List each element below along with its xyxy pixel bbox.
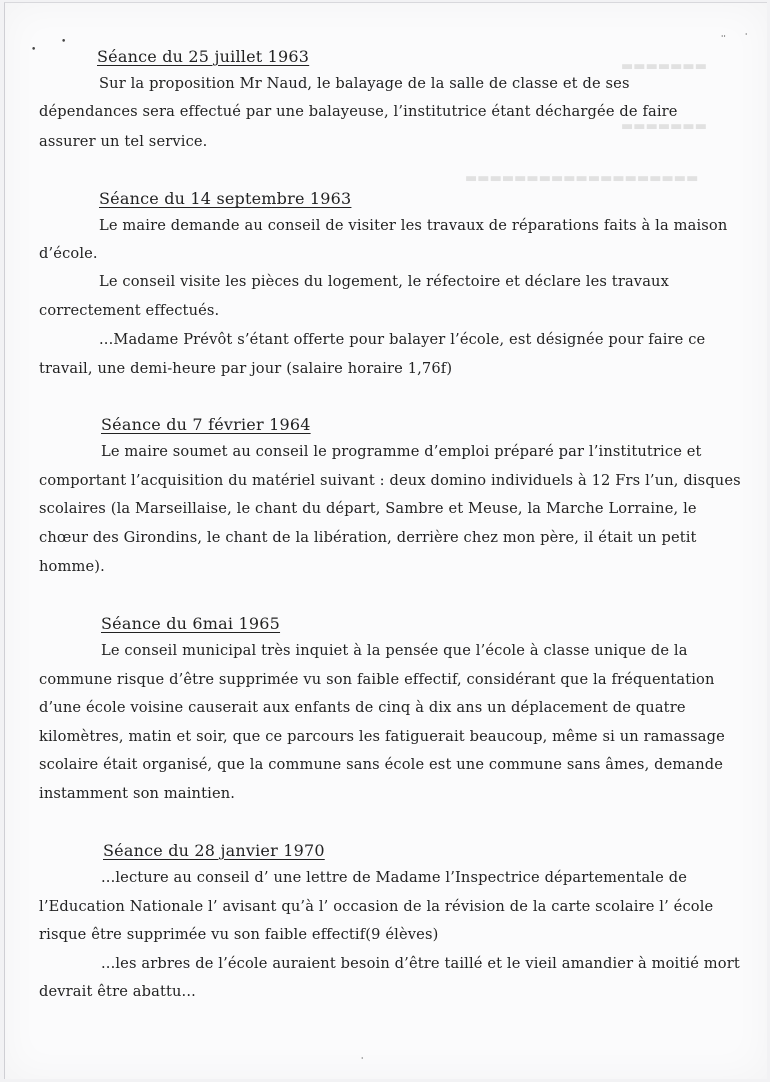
session-heading: Séance du 14 septembre 1963 xyxy=(99,189,352,208)
paper-speck: • xyxy=(61,37,67,47)
body-line: ...lecture au conseil d’ une lettre de Madame l’Inspectrice départementale de xyxy=(101,869,687,886)
body-line: travail, une demi-heure par jour (salaire horaire 1,76f) xyxy=(39,360,453,377)
body-line: kilomètres, matin et soir, que ce parcours les fatiguerait beaucoup, même si un ramassage xyxy=(39,728,725,745)
body-line: comportant l’acquisition du matériel suivant : deux domino individuels à 12 Frs l’un, disques xyxy=(39,472,741,489)
session-heading: Séance du 7 février 1964 xyxy=(101,415,311,434)
show-through-text: ▬▬▬▬▬▬▬▬▬▬▬▬▬▬▬▬▬▬▬ xyxy=(465,171,699,186)
body-line: d’une école voisine causerait aux enfants de cinq à dix ans un déplacement de quatre xyxy=(39,699,686,716)
body-line: devrait être abattu... xyxy=(39,983,196,1000)
body-line: dépendances sera effectué par une balayeuse, l’institutrice étant déchargée de faire xyxy=(39,103,678,120)
body-line: d’école. xyxy=(39,245,98,262)
body-line: chœur des Girondins, le chant de la libération, derrière chez mon père, il était un petit xyxy=(39,529,697,546)
body-line: ...Madame Prévôt s’étant offerte pour balayer l’école, est désignée pour faire ce xyxy=(99,331,706,348)
body-line: risque être supprimée vu son faible effectif(9 élèves) xyxy=(39,926,439,943)
paper-speck: ⸱⸱ xyxy=(721,32,726,42)
body-line: commune risque d’être supprimée vu son faible effectif, considérant que la fréquentation xyxy=(39,671,715,688)
body-line: homme). xyxy=(39,558,105,575)
body-line: correctement effectués. xyxy=(39,302,220,319)
session-heading: Séance du 28 janvier 1970 xyxy=(103,841,325,860)
paper-speck: ⸱ xyxy=(745,30,748,40)
body-line: Le conseil visite les pièces du logement, le réfectoire et déclare les travaux xyxy=(99,273,669,290)
body-line: instamment son maintien. xyxy=(39,785,236,802)
body-line: Sur la proposition Mr Naud, le balayage de la salle de classe et de ses xyxy=(99,75,630,92)
session-heading: Séance du 6mai 1965 xyxy=(101,614,281,633)
session-heading: Séance du 25 juillet 1963 xyxy=(97,47,310,66)
body-line: l’Education Nationale l’ avisant qu’à l’ occasion de la révision de la carte scolaire l’ école xyxy=(39,898,714,915)
body-line: scolaires (la Marseillaise, le chant du départ, Sambre et Meuse, la Marche Lorraine, le xyxy=(39,500,697,517)
document-page xyxy=(4,2,767,1079)
body-line: scolaire était organisé, que la commune sans école est une commune sans âmes, demande xyxy=(39,756,724,773)
paper-speck: • xyxy=(31,45,37,55)
body-line: Le conseil municipal très inquiet à la pensée que l’école à classe unique de la xyxy=(101,642,688,659)
show-through-text: ▬▬▬▬▬▬▬ xyxy=(621,59,707,74)
body-line: assurer un tel service. xyxy=(39,133,208,150)
paper-speck: ⸱ xyxy=(361,1054,364,1064)
body-line: Le maire soumet au conseil le programme d’emploi préparé par l’institutrice et xyxy=(101,443,702,460)
body-line: Le maire demande au conseil de visiter les travaux de réparations faits à la maison xyxy=(99,217,728,234)
show-through-text: ▬▬▬▬▬▬▬ xyxy=(621,119,707,134)
body-line: ...les arbres de l’école auraient besoin d’être taillé et le vieil amandier à moitié mort xyxy=(101,955,740,972)
